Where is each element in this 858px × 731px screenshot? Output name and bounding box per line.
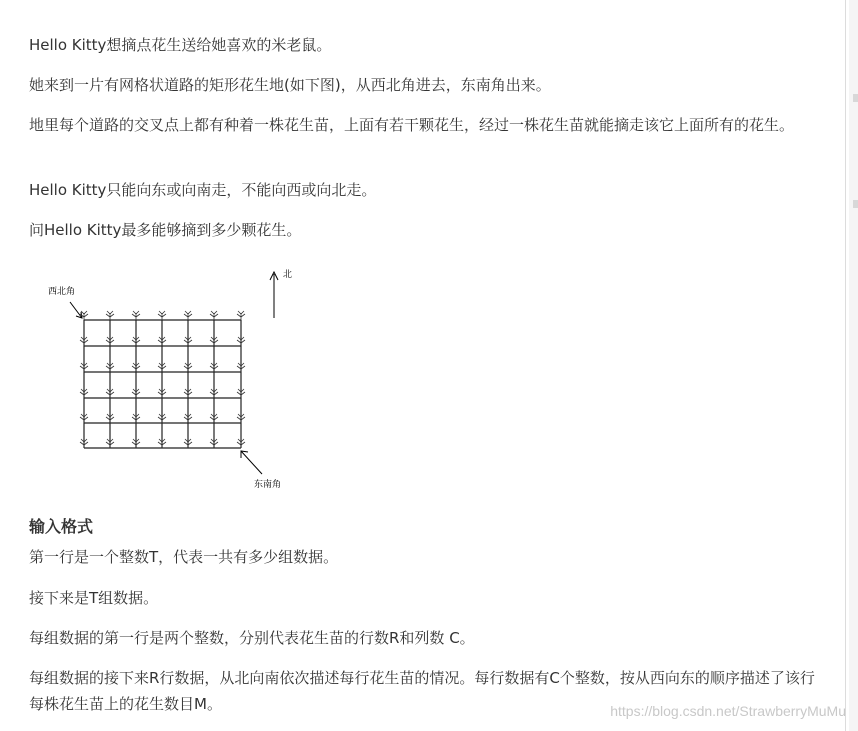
southeast-pointer-arrow bbox=[241, 451, 262, 474]
peanut-plant-icon bbox=[237, 311, 245, 320]
peanut-plant-icon bbox=[210, 311, 218, 320]
watermark: https://blog.csdn.net/StrawberryMuMu bbox=[610, 703, 846, 719]
input-line-t: 第一行是一个整数T，代表一共有多少组数据。 bbox=[29, 548, 339, 566]
label-northwest: 西北角 bbox=[48, 287, 76, 297]
peanut-field-figure bbox=[40, 262, 310, 497]
peanut-plant-icon bbox=[106, 311, 114, 320]
page-scrollbar[interactable] bbox=[849, 0, 858, 731]
paragraph-field: 她来到一片有网格状道路的矩形花生地(如下图)，从西北角进去，东南角出来。 bbox=[29, 76, 551, 94]
label-north: 北 bbox=[283, 270, 293, 280]
peanut-plant-icon bbox=[132, 311, 140, 320]
paragraph-intro: Hello Kitty想摘点花生送给她喜欢的米老鼠。 bbox=[29, 36, 332, 54]
section-heading-input-format: 输入格式 bbox=[29, 517, 94, 536]
north-arrow-icon bbox=[270, 272, 278, 318]
paragraph-question: 问Hello Kitty最多能够摘到多少颗花生。 bbox=[29, 221, 302, 239]
scrollbar-mark bbox=[853, 94, 858, 102]
paragraph-direction: Hello Kitty只能向东或向南走，不能向西或向北走。 bbox=[29, 181, 377, 199]
input-line-rows-cols: 每组数据的第一行是两个整数，分别代表花生苗的行数R和列数 C。 bbox=[29, 629, 475, 647]
peanut-plant-icon bbox=[158, 311, 166, 320]
input-line-groups: 接下来是T组数据。 bbox=[29, 589, 159, 607]
peanut-plant-icon bbox=[184, 311, 192, 320]
paragraph-peanuts: 地里每个道路的交叉点上都有种着一株花生苗，上面有若干颗花生，经过一株花生苗就能摘走该它上面所有的花生。 bbox=[29, 116, 795, 134]
peanut-field-diagram bbox=[40, 262, 310, 497]
label-southeast: 东南角 bbox=[254, 480, 282, 490]
northwest-pointer-arrow bbox=[70, 302, 82, 318]
input-line-row-data: 每组数据的接下来R行数据，从北向南依次描述每行花生苗的情况。每行数据有C个整数，按从西向东的顺序描述了该行每株花生苗上的花生数目M。 bbox=[29, 669, 815, 713]
page-right-border bbox=[845, 0, 846, 731]
scrollbar-mark bbox=[853, 200, 858, 208]
